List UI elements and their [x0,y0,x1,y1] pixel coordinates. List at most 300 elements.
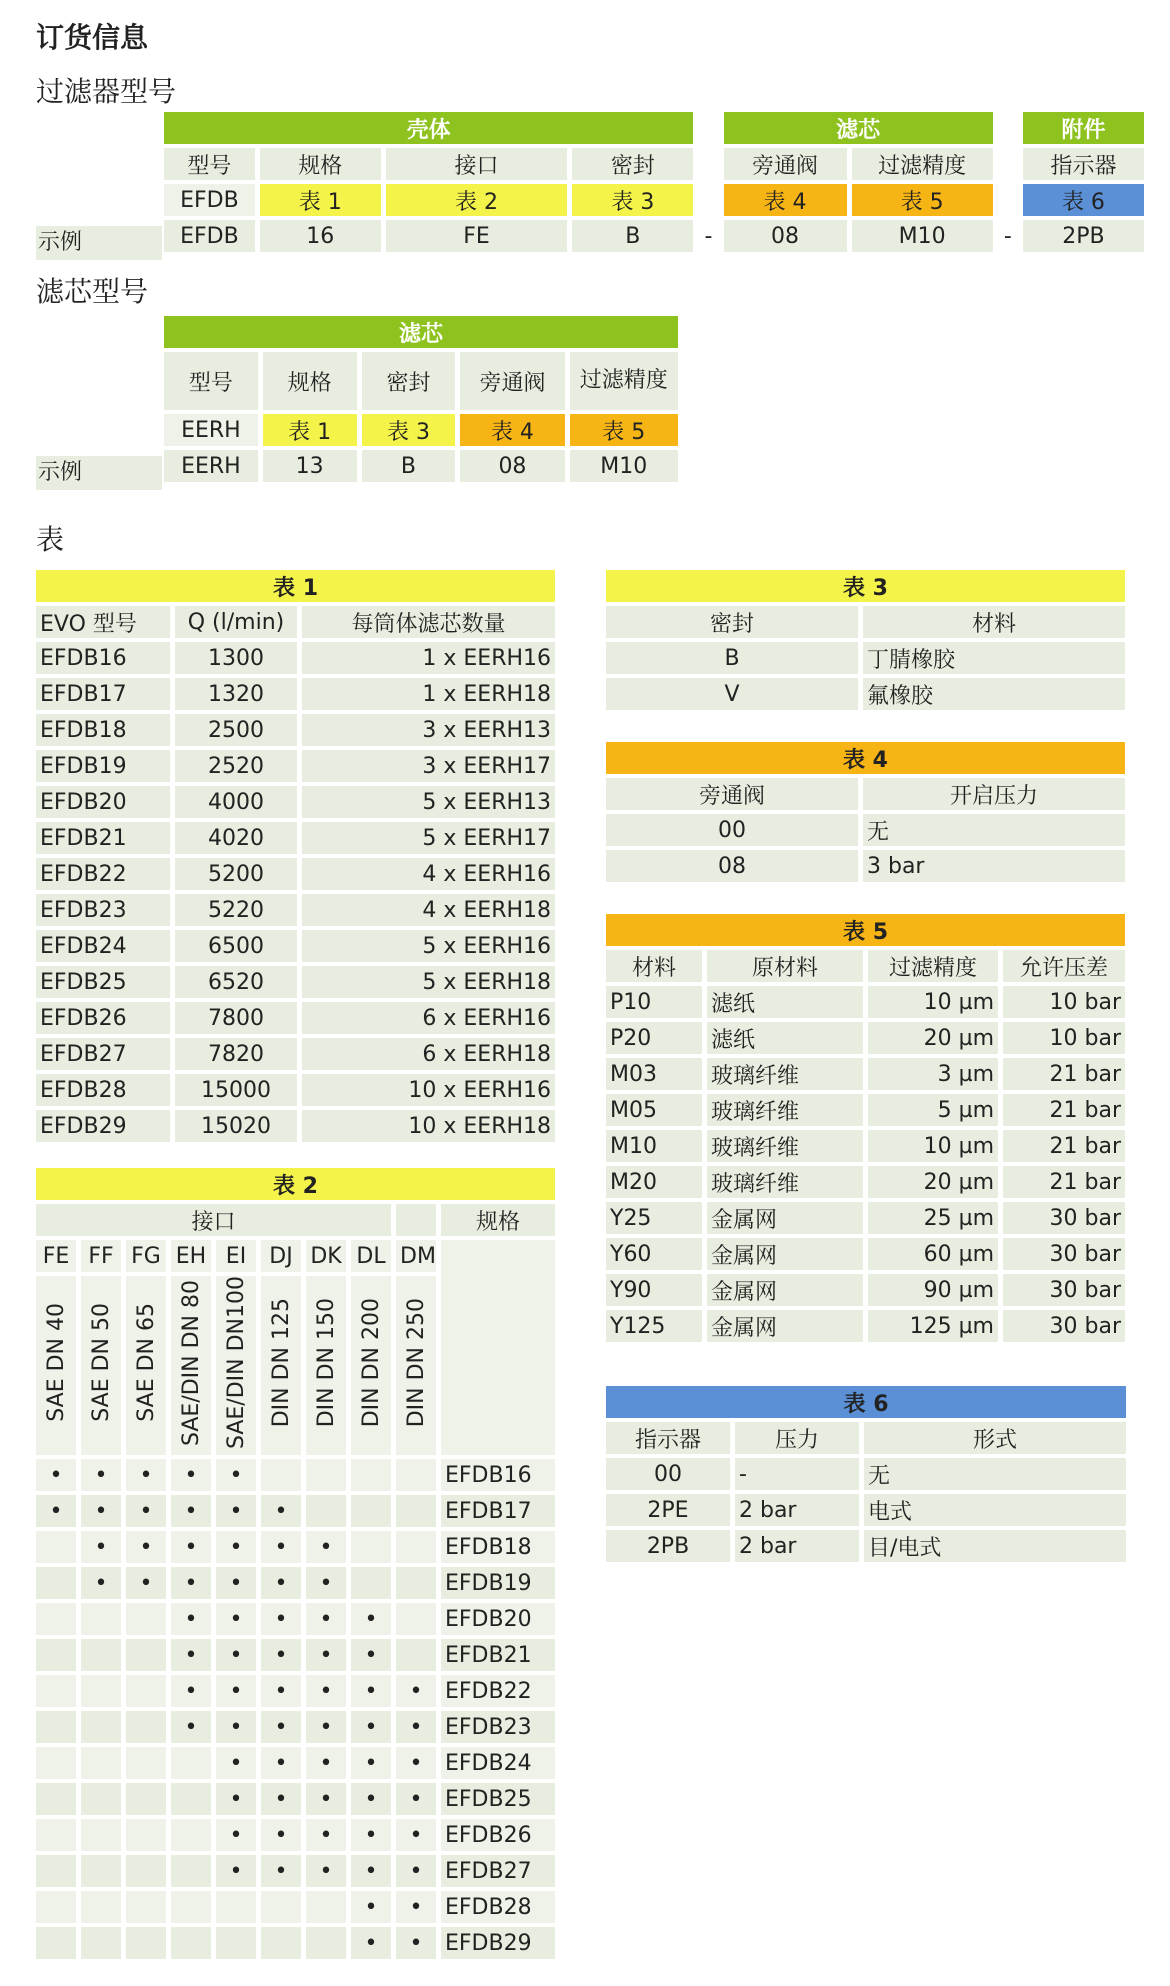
table-cell: 90 µm [868,1274,998,1306]
port-name [171,1276,211,1455]
table-cell: 20 µm [868,1166,998,1198]
availability-dot: • [306,1675,346,1707]
availability-dot: • [216,1783,256,1815]
table-cell: EFDB18 [36,714,170,746]
ref-table1: 表 1 [260,184,381,216]
availability-dot: • [396,1747,436,1779]
table-row [606,1166,1125,1198]
el-ref-table5: 表 5 [570,414,678,446]
empty-cell [171,1819,211,1851]
availability-dot: • [306,1567,346,1599]
availability-dot: • [351,1603,391,1635]
port-name [396,1276,436,1455]
availability-dot: • [261,1495,301,1527]
availability-dot: • [261,1567,301,1599]
hdr-seal: 密封 [572,148,693,180]
table-cell: 金属网 [707,1274,863,1306]
port-name-label: SAE DN 65 [133,1303,159,1422]
empty-cell [216,1891,256,1923]
el-ref-table4: 表 4 [460,414,564,446]
example-dash: - [704,223,713,249]
empty-cell [126,1747,166,1779]
table-cell: 10 µm [868,986,998,1018]
availability-dot: • [171,1639,211,1671]
table-cell: EFDB17 [36,678,170,710]
availability-dot: • [261,1639,301,1671]
table-row [36,786,555,818]
port-name [351,1276,391,1455]
table4-hdr-pressure: 开启压力 [863,778,1125,810]
empty-cell [36,1783,76,1815]
table-cell: M20 [606,1166,702,1198]
table-cell: 玻璃纤维 [707,1058,863,1090]
table-cell: M10 [606,1130,702,1162]
availability-dot: • [306,1639,346,1671]
table-5 [601,910,1130,1346]
availability-dot: • [171,1495,211,1527]
table-cell: 金属网 [707,1238,863,1270]
example-indicator: 2PB [1023,220,1144,252]
availability-dot: • [81,1531,121,1563]
availability-dot: • [36,1495,76,1527]
empty-cell [306,1891,346,1923]
availability-dot: • [216,1459,256,1491]
table-cell: 2 bar [735,1494,859,1526]
port-code: FG [126,1240,166,1272]
availability-dot: • [216,1603,256,1635]
table3-title: 表 3 [606,570,1125,602]
port-name-label: SAE/DIN DN100 [223,1276,249,1450]
empty-cell [36,1747,76,1779]
el-hdr-bypass: 旁通阀 [460,352,564,410]
availability-dot: • [216,1819,256,1851]
table-cell: 21 bar [1003,1130,1125,1162]
table-cell: EFDB27 [36,1038,170,1070]
hdr-model: 型号 [164,148,255,180]
table-row [36,750,555,782]
port-name-label: DIN DN 250 [403,1297,429,1428]
availability-dot: • [306,1531,346,1563]
availability-dot: • [171,1567,211,1599]
table4-title: 表 4 [606,742,1125,774]
empty-cell [81,1927,121,1959]
table-6 [601,1382,1131,1566]
table1-hdr-flow: Q (l/min) [175,606,297,638]
el-example-model: EERH [164,450,258,482]
empty-cell [396,1639,436,1671]
table-row [606,1094,1125,1126]
empty-cell [351,1459,391,1491]
availability-dot: • [216,1711,256,1743]
availability-dot: • [216,1567,256,1599]
port-name-label: DIN DN 125 [268,1297,294,1428]
table-cell: 2 bar [735,1530,859,1562]
table-cell: EFDB23 [36,894,170,926]
availability-dot: • [351,1783,391,1815]
example-model: EFDB [164,220,255,252]
availability-dot: • [396,1927,436,1959]
table-row [36,858,555,890]
table-cell: 3 x EERH13 [302,714,555,746]
table2-hdr-port: 接口 [36,1204,391,1236]
table-row [36,1603,555,1635]
empty-cell [306,1459,346,1491]
table-row [36,822,555,854]
table-cell: 玻璃纤维 [707,1166,863,1198]
empty-cell [126,1891,166,1923]
table-cell: EFDB16 [36,642,170,674]
table4-hdr-bypass: 旁通阀 [606,778,858,810]
section-filter-model: 过滤器型号 [36,75,177,108]
table-row [606,1202,1125,1234]
table-cell: EFDB25 [36,966,170,998]
table-cell: P20 [606,1022,702,1054]
table-row [606,1310,1125,1342]
table1-hdr-count: 每筒体滤芯数量 [302,606,555,638]
empty-cell [126,1855,166,1887]
availability-dot: • [261,1855,301,1887]
row-model: EFDB21 [441,1639,555,1671]
table6-hdr-pressure: 压力 [735,1422,859,1454]
example-precision: M10 [852,220,993,252]
empty-cell [261,1459,301,1491]
table-cell: EFDB19 [36,750,170,782]
empty-cell [36,1531,76,1563]
table-cell: 21 bar [1003,1094,1125,1126]
table5-hdr-precision: 过滤精度 [868,950,998,982]
table-cell: 5 µm [868,1094,998,1126]
port-name [81,1276,121,1455]
table3-hdr-material: 材料 [863,606,1125,638]
table-cell: M05 [606,1094,702,1126]
empty-cell [81,1855,121,1887]
row-model: EFDB24 [441,1747,555,1779]
empty-cell [81,1711,121,1743]
table-cell: 7800 [175,1002,297,1034]
table-cell: 3 µm [868,1058,998,1090]
table-cell: 21 bar [1003,1058,1125,1090]
table-cell: 30 bar [1003,1310,1125,1342]
empty-cell [81,1819,121,1851]
row-model: EFDB23 [441,1711,555,1743]
empty-cell [36,1819,76,1851]
availability-dot: • [351,1747,391,1779]
empty-cell [171,1855,211,1887]
table-cell: 金属网 [707,1202,863,1234]
table5-hdr-dp: 允许压差 [1003,950,1125,982]
table-cell: 电式 [864,1494,1126,1526]
availability-dot: • [216,1855,256,1887]
table-cell: 125 µm [868,1310,998,1342]
table-row [36,1002,555,1034]
table-cell: 2PB [606,1530,730,1562]
empty-cell [81,1675,121,1707]
el-hdr-model: 型号 [164,352,258,410]
table-row [36,1639,555,1671]
empty-cell [216,1927,256,1959]
table-cell: 7820 [175,1038,297,1070]
port-name [216,1276,256,1455]
table6-title: 表 6 [606,1386,1126,1418]
table-cell: 5200 [175,858,297,890]
availability-dot: • [396,1783,436,1815]
el-example-bypass: 08 [460,450,564,482]
table-4 [601,738,1130,886]
example-size: 16 [260,220,381,252]
table-cell: EFDB20 [36,786,170,818]
table-cell: B [606,642,858,674]
table-cell: Y125 [606,1310,702,1342]
port-code: DL [351,1240,391,1272]
table-cell: 滤纸 [707,986,863,1018]
element-group: 滤芯 [164,316,678,348]
availability-dot: • [36,1459,76,1491]
port-name [261,1276,301,1455]
hdr-precision: 过滤精度 [852,148,993,180]
table-row [36,894,555,926]
empty-cell [126,1819,166,1851]
empty-cell [351,1531,391,1563]
availability-dot: • [351,1855,391,1887]
hdr-port: 接口 [386,148,568,180]
availability-dot: • [306,1855,346,1887]
table-cell: 3 bar [863,850,1125,882]
empty-cell [81,1603,121,1635]
table-row [606,642,1125,674]
table-row [36,1927,555,1959]
table-cell: 10 bar [1003,986,1125,1018]
table-cell: 滤纸 [707,1022,863,1054]
empty-cell [36,1675,76,1707]
group-accessory: 附件 [1023,112,1144,144]
table-row [36,1783,555,1815]
table-cell: 6500 [175,930,297,962]
table-cell: 08 [606,850,858,882]
table-cell: 15000 [175,1074,297,1106]
row-model: EFDB26 [441,1819,555,1851]
port-code: FE [36,1240,76,1272]
table-cell: 6520 [175,966,297,998]
table-row [36,678,555,710]
empty-cell [396,1567,436,1599]
row-model: EFDB17 [441,1495,555,1527]
table-cell: 2500 [175,714,297,746]
table2-hdr-size: 规格 [441,1204,555,1236]
availability-dot: • [216,1495,256,1527]
availability-dot: • [216,1747,256,1779]
table-cell: 金属网 [707,1310,863,1342]
availability-dot: • [351,1711,391,1743]
port-name-label: SAE DN 50 [88,1303,114,1422]
empty-cell [36,1855,76,1887]
row-model: EFDB28 [441,1891,555,1923]
table-cell: 2PE [606,1494,730,1526]
port-name-label: DIN DN 200 [358,1297,384,1428]
table-cell: 30 bar [1003,1238,1125,1270]
section-tables: 表 [36,523,65,556]
table-cell: 10 bar [1003,1022,1125,1054]
port-code: DK [306,1240,346,1272]
example-port: FE [386,220,568,252]
el-example-precision: M10 [570,450,678,482]
port-code: EH [171,1240,211,1272]
table-row [36,1110,555,1142]
availability-dot: • [396,1711,436,1743]
table-cell: 30 bar [1003,1202,1125,1234]
ref-table6: 表 6 [1023,184,1144,216]
table-cell: 60 µm [868,1238,998,1270]
empty-cell [171,1783,211,1815]
table-cell: 10 µm [868,1130,998,1162]
empty-cell [81,1639,121,1671]
el-hdr-precision: 过滤精度 [570,352,678,410]
empty-cell [126,1603,166,1635]
availability-dot: • [306,1711,346,1743]
table-row [36,1819,555,1851]
table-cell: 15020 [175,1110,297,1142]
empty-cell [171,1927,211,1959]
availability-dot: • [351,1927,391,1959]
table-row [606,1058,1125,1090]
port-code: FF [81,1240,121,1272]
table-cell: 4 x EERH16 [302,858,555,890]
table-cell: 丁腈橡胶 [863,642,1125,674]
row-model: EFDB29 [441,1927,555,1959]
empty-cell [36,1603,76,1635]
empty-cell [396,1531,436,1563]
availability-dot: • [261,1531,301,1563]
availability-dot: • [396,1855,436,1887]
table-cell: 5 x EERH17 [302,822,555,854]
el-ref-table3: 表 3 [362,414,456,446]
availability-dot: • [171,1675,211,1707]
availability-dot: • [351,1675,391,1707]
empty-cell [171,1747,211,1779]
table1-title: 表 1 [36,570,555,602]
ref-table3: 表 3 [572,184,693,216]
table-cell: 玻璃纤维 [707,1130,863,1162]
availability-dot: • [126,1531,166,1563]
table-cell: 10 x EERH16 [302,1074,555,1106]
empty-cell [396,1495,436,1527]
row-model: EFDB18 [441,1531,555,1563]
table-row [36,1567,555,1599]
el-hdr-seal: 密封 [362,352,456,410]
table-row [36,930,555,962]
table-cell: 2520 [175,750,297,782]
availability-dot: • [396,1891,436,1923]
availability-dot: • [216,1675,256,1707]
availability-dot: • [171,1459,211,1491]
table-cell: 30 bar [1003,1274,1125,1306]
table-cell: 无 [863,814,1125,846]
table-cell: 20 µm [868,1022,998,1054]
element-example-label: 示例 [36,456,162,490]
table-cell: 目/电式 [864,1530,1126,1562]
table-cell: 25 µm [868,1202,998,1234]
availability-dot: • [261,1747,301,1779]
empty-cell [36,1927,76,1959]
table-cell: 无 [864,1458,1126,1490]
empty-cell [126,1711,166,1743]
table-cell: EFDB21 [36,822,170,854]
table-cell: 5 x EERH18 [302,966,555,998]
empty-cell [126,1927,166,1959]
el-example-size: 13 [263,450,357,482]
table-row [36,1074,555,1106]
table-cell: EFDB29 [36,1110,170,1142]
table-1 [31,566,560,1146]
table-cell: 1300 [175,642,297,674]
table-cell: 玻璃纤维 [707,1094,863,1126]
empty-cell [36,1639,76,1671]
table-cell: 1 x EERH16 [302,642,555,674]
table-cell: 5 x EERH16 [302,930,555,962]
port-name-label: SAE/DIN DN 80 [178,1279,204,1446]
availability-dot: • [81,1567,121,1599]
table-cell: V [606,678,858,710]
table-cell: P10 [606,986,702,1018]
ref-table4: 表 4 [724,184,847,216]
hdr-size: 规格 [260,148,381,180]
table-3 [601,566,1130,714]
table1-hdr-model: EVO 型号 [36,606,170,638]
port-name-label: SAE DN 40 [43,1303,69,1422]
port-code: EI [216,1240,256,1272]
availability-dot: • [351,1819,391,1851]
table-row [36,966,555,998]
empty-cell [81,1891,121,1923]
empty-cell [36,1711,76,1743]
table-cell: EFDB24 [36,930,170,962]
availability-dot: • [216,1639,256,1671]
empty-cell [36,1891,76,1923]
availability-dot: • [261,1675,301,1707]
empty-cell [126,1675,166,1707]
empty-cell [261,1891,301,1923]
table5-title: 表 5 [606,914,1125,946]
row-model: EFDB16 [441,1459,555,1491]
port-name-label: DIN DN 150 [313,1297,339,1428]
empty-cell [171,1891,211,1923]
empty-cell [126,1639,166,1671]
hdr-bypass: 旁通阀 [724,148,847,180]
table-cell: Y25 [606,1202,702,1234]
table-cell: 1 x EERH18 [302,678,555,710]
table-row [606,1022,1125,1054]
element-model-table [159,312,683,486]
table-cell: 4020 [175,822,297,854]
table-cell: - [735,1458,859,1490]
availability-dot: • [396,1675,436,1707]
empty-cell [81,1783,121,1815]
empty-cell [81,1747,121,1779]
table-cell: 10 x EERH18 [302,1110,555,1142]
el-ref-model: EERH [164,414,258,446]
empty-cell [351,1567,391,1599]
availability-dot: • [306,1819,346,1851]
empty-cell [306,1927,346,1959]
availability-dot: • [396,1819,436,1851]
table-row [606,814,1125,846]
example-seal: B [572,220,693,252]
table-row [36,1891,555,1923]
table-row [606,850,1125,882]
table-cell: M03 [606,1058,702,1090]
table-2 [31,1164,560,1963]
availability-dot: • [81,1495,121,1527]
group-element: 滤芯 [724,112,993,144]
